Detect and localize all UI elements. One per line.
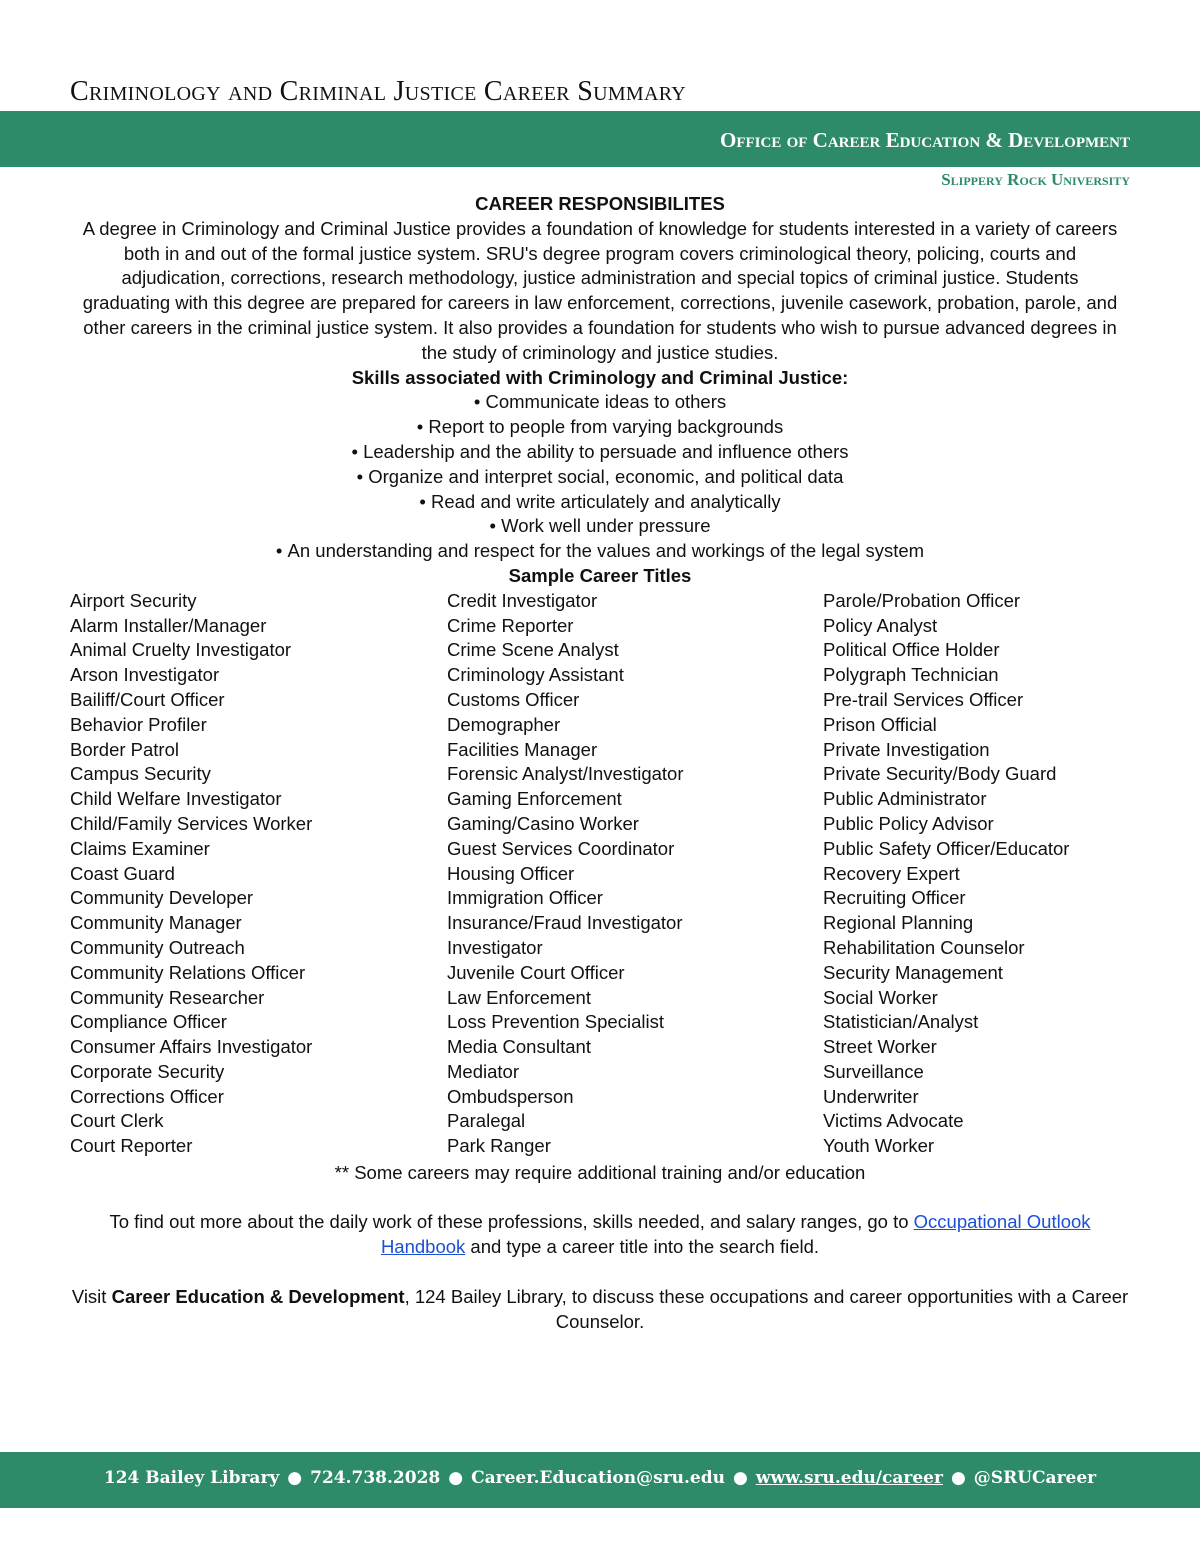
skill-item: • Work well under pressure [70,514,1130,539]
career-title: Political Office Holder [823,639,1000,661]
document-title: Criminology and Criminal Justice Career Summary [70,76,687,107]
career-column-3 [823,589,1069,1159]
career-title: Investigator [447,936,543,958]
career-title: Policy Analyst [823,614,938,636]
career-title: Statistician/Analyst [823,1011,979,1033]
skill-item: • Organize and interpret social, economic, and political data [70,465,1130,490]
career-title: Park Ranger [447,1135,551,1157]
responsibilities-text: A degree in Criminology and Criminal Justice provides a foundation of knowledge for students interested in a variety of careers both in and out of the formal justice system. SRU's degree program covers criminological theory, policing, courts and adjudication, corrections, research methodology, justice administration and special topics of criminal justice. Students graduating with this degree are prepared for careers in law enforcement, corrections, juvenile casework, probation, parole, and other careers in the criminal justice system. It also provides a foundation for students who wish to pursue advanced degrees in the study of criminology and justice studies. [82,217,1118,363]
footer-email[interactable]: Career.Education@sru.edu [471,1468,725,1488]
skills-heading: Skills associated with Criminology and Criminal Justice: [351,366,849,388]
career-title: Insurance/Fraud Investigator [447,912,683,934]
training-note: ** Some careers may require additional training and/or education [334,1161,866,1183]
more-info-before: To find out more about the daily work of these professions, skills needed, and salary ranges, go to [109,1211,914,1233]
more-info-after: and type a career title into the search field. [465,1236,820,1258]
career-title: Facilities Manager [447,738,598,760]
career-title: Coast Guard [70,862,175,884]
career-title: Customs Officer [447,688,580,710]
career-title: Housing Officer [447,862,575,884]
career-title: Airport Security [70,589,197,611]
career-title: Forensic Analyst/Investigator [447,763,684,785]
career-title: Guest Services Coordinator [447,837,675,859]
footer-contact [0,1466,1200,1490]
career-title: Behavior Profiler [70,713,207,735]
career-title: Regional Planning [823,912,974,934]
career-title: Surveillance [823,1060,924,1082]
skill-item: • Leadership and the ability to persuade and influence others [70,440,1130,465]
career-title: Rehabilitation Counselor [823,936,1025,958]
bullet-icon: ● [950,1468,966,1488]
main-content [70,192,1130,1334]
footer-website-link[interactable]: www.sru.edu/career [755,1468,943,1488]
career-title: Community Developer [70,887,254,909]
career-column-1 [70,589,312,1159]
career-title: Mediator [447,1060,519,1082]
career-title: Community Relations Officer [70,961,306,983]
career-title: Parole/Probation Officer [823,589,1021,611]
career-title: Arson Investigator [70,664,220,686]
bullet-icon: ● [448,1468,464,1488]
career-title: Juvenile Court Officer [447,961,625,983]
career-title: Prison Official [823,713,937,735]
footer-address: 124 Bailey Library [103,1468,280,1488]
skill-item: • Read and write articulately and analytically [70,490,1130,515]
career-title: Child Welfare Investigator [70,788,282,810]
career-title: Media Consultant [447,1036,591,1058]
career-title: Loss Prevention Specialist [447,1011,664,1033]
visit-text [70,1285,1130,1335]
career-title: Public Safety Officer/Educator [823,837,1070,859]
career-title: Social Worker [823,986,938,1008]
career-title: Corporate Security [70,1060,225,1082]
career-title: Private Security/Body Guard [823,763,1057,785]
career-title: Private Investigation [823,738,990,760]
career-title: Demographer [447,713,561,735]
career-title: Victims Advocate [823,1110,964,1132]
career-title: Consumer Affairs Investigator [70,1036,313,1058]
career-title: Compliance Officer [70,1011,227,1033]
career-title: Community Outreach [70,936,245,958]
occupational-outlook-link[interactable]: Occupational Outlook Handbook [380,1211,1091,1258]
career-title: Child/Family Services Worker [70,812,313,834]
skills-list [70,390,1130,564]
bullet-icon: ● [733,1468,748,1488]
career-title: Border Patrol [70,738,179,760]
career-title: Community Researcher [70,986,265,1008]
career-title: Criminology Assistant [447,664,624,686]
career-title: Court Reporter [70,1135,193,1157]
career-title: Underwriter [823,1085,919,1107]
career-title: Crime Scene Analyst [447,639,619,661]
career-titles [70,589,1130,1161]
career-title: Corrections Officer [70,1085,224,1107]
university-name: Slippery Rock University [941,170,1130,189]
career-title: Immigration Officer [447,887,603,909]
career-title: Community Manager [70,912,242,934]
more-info-text [70,1210,1130,1260]
skill-item: • Report to people from varying backgrounds [70,415,1130,440]
career-title: Street Worker [823,1036,937,1058]
career-title: Ombudsperson [447,1085,574,1107]
career-title: Crime Reporter [447,614,574,636]
visit-after: , 124 Bailey Library, to discuss these occupations and career opportunities with a Career Counselor. [404,1285,1129,1332]
bullet-icon: ● [287,1468,303,1488]
career-title: Law Enforcement [447,986,591,1008]
career-title: Gaming Enforcement [447,788,622,810]
career-title: Claims Examiner [70,837,210,859]
career-title: Bailiff/Court Officer [70,688,225,710]
career-title: Public Policy Advisor [823,812,994,834]
career-title: Credit Investigator [447,589,598,611]
career-title: Animal Cruelty Investigator [70,639,292,661]
skill-item: • An understanding and respect for the values and workings of the legal system [70,539,1130,564]
careers-heading: Sample Career Titles [508,564,692,586]
career-title: Youth Worker [823,1135,935,1157]
career-title: Public Administrator [823,788,987,810]
career-title: Alarm Installer/Manager [70,614,267,636]
responsibilities-heading: CAREER RESPONSIBILITES [475,193,725,214]
career-title: Security Management [823,961,1003,983]
career-title: Recruiting Officer [823,887,966,909]
career-column-2 [447,589,684,1159]
career-title: Polygraph Technician [823,664,999,686]
career-title: Pre-trail Services Officer [823,688,1024,710]
footer-phone: 724.738.2028 [310,1468,441,1488]
footer-social[interactable]: @SRUCareer [973,1468,1097,1488]
career-title: Paralegal [447,1110,526,1132]
office-name: Office of Career Education & Development [720,128,1130,152]
career-title: Court Clerk [70,1110,164,1132]
career-title: Gaming/Casino Worker [447,812,639,834]
visit-before: Visit [71,1285,112,1307]
career-title: Campus Security [70,763,211,785]
visit-office-name: Career Education & Development [111,1285,405,1307]
career-title: Recovery Expert [823,862,960,884]
skill-item: • Communicate ideas to others [70,390,1130,415]
